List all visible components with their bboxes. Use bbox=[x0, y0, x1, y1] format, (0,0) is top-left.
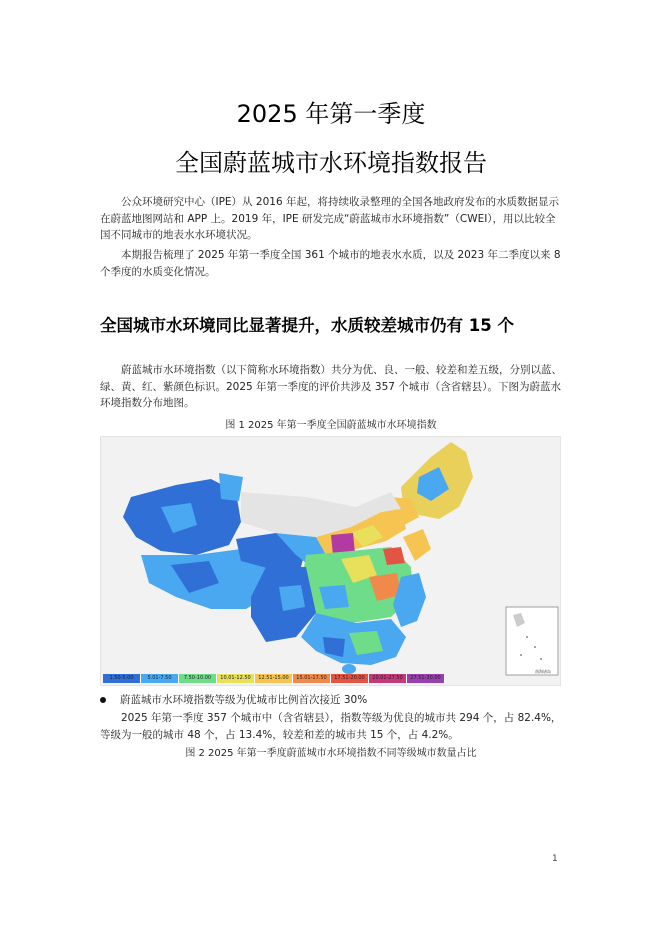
legend-swatch: 15.01-17.50 bbox=[293, 674, 331, 683]
bullet-text: 蔚蓝城市水环境指数等级为优城市比例首次接近 30% bbox=[120, 694, 368, 706]
legend-swatch: 5.01-7.50 bbox=[141, 674, 179, 683]
report-title-line1: 2025 年第一季度 bbox=[236, 100, 426, 128]
intro-paragraph-2: 本期报告梳理了 2025 年第一季度全国 361 个城市的地表水水质，以及 2023 年二季度以来 8 个季度的水质变化情况。 bbox=[100, 249, 561, 278]
report-title-line2: 全国蔚蓝城市水环境指数报告 bbox=[175, 149, 487, 177]
legend-swatch: 7.50-10.00 bbox=[179, 674, 217, 683]
section-paragraph: 蔚蓝城市水环境指数（以下简称水环境指数）共分为优、良、一般、较差和差五级，分别以蓝、绿、黄、红、紫颜色标识。2025 年第一季度的评价共涉及 357 个城市（含省辖县）。下图为蔚蓝水环境指数分布地图。 bbox=[100, 364, 562, 409]
legend-swatch: 17.51-20.00 bbox=[331, 674, 369, 683]
stats-paragraph: 2025 年第一季度 357 个城市中（含省辖县），指数等级为优良的城市共 294 个，占 82.4%，等级为一般的城市 48 个，占 13.4%，较差和差的城市共 15 个，占 4.2%。 bbox=[100, 712, 562, 741]
legend-swatch: 20.01-27.50 bbox=[369, 674, 407, 683]
inset-label: 南海诸岛 bbox=[535, 669, 551, 674]
legend-swatch: 1.50-5.00 bbox=[103, 674, 141, 683]
bullet-dot-icon bbox=[100, 697, 106, 703]
map-legend bbox=[103, 674, 445, 683]
figure1-caption: 图 1 2025 年第一季度全国蔚蓝城市水环境指数 bbox=[225, 420, 437, 431]
page-number: 1 bbox=[552, 854, 558, 864]
bullet-point bbox=[100, 692, 367, 707]
legend-swatch: 12.51-15.00 bbox=[255, 674, 293, 683]
legend-swatch: 27.51-30.00 bbox=[407, 674, 445, 683]
intro-paragraph-1: 公众环境研究中心（IPE）从 2016 年起，将持续收录整理的全国各地政府发布的水质数据显示在蔚蓝地图网站和 APP 上。2019 年，IPE 研发完成“蔚蓝城市水环境指数”（CWEI），用以比较全国不同城市的地表水水环境状况。 bbox=[100, 196, 559, 241]
figure2-caption: 图 2 2025 年第一季度蔚蓝城市水环境指数不同等级城市数量占比 bbox=[185, 748, 477, 759]
legend-swatch: 10.01-12.50 bbox=[217, 674, 255, 683]
section-heading: 全国城市水环境同比显著提升，水质较差城市仍有 15 个 bbox=[100, 316, 514, 335]
china-map-graphic bbox=[101, 437, 561, 686]
water-index-map bbox=[100, 436, 561, 686]
